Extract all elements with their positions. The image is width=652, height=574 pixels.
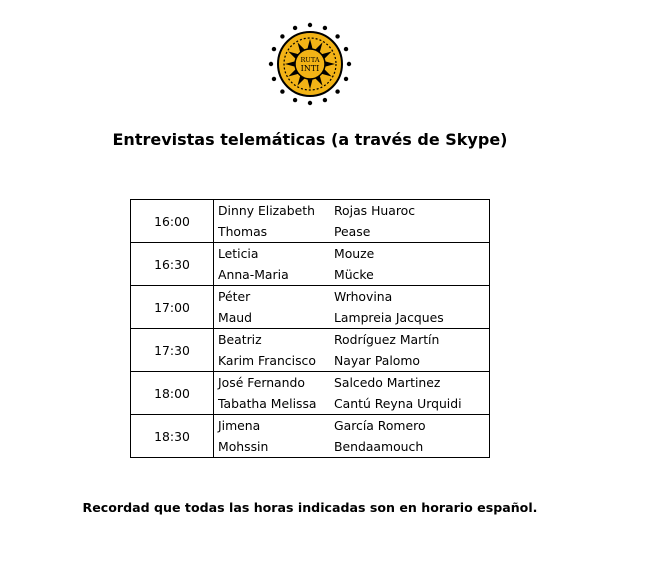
last-name: Cantú Reyna Urquidi — [334, 396, 462, 411]
time-slot: 18:30 — [131, 415, 214, 458]
logo-text-line2: INTI — [300, 64, 320, 73]
last-name: Mouze — [330, 243, 490, 265]
schedule-row — [131, 200, 490, 222]
schedule-row — [131, 329, 490, 351]
first-name: Maud — [218, 310, 253, 325]
schedule-row — [131, 415, 490, 437]
timezone-note: Recordad que todas las horas indicadas son en horario español. — [82, 500, 538, 515]
time-slot: 16:30 — [131, 243, 214, 286]
last-name: Rojas Huaroc — [334, 203, 416, 218]
last-name: Bendaamouch — [334, 439, 424, 454]
first-name: Leticia — [214, 243, 331, 265]
first-name: Dinny Elizabeth — [218, 203, 315, 218]
last-name: Nayar Palomo — [334, 353, 421, 368]
last-name: Salcedo Martinez — [330, 372, 490, 394]
interview-schedule-table — [130, 199, 490, 458]
last-name: Wrhovina — [330, 286, 490, 308]
schedule-row — [131, 243, 490, 265]
first-name: Tabatha Melissa — [218, 396, 317, 411]
last-name: Lampreia Jacques — [334, 310, 444, 325]
first-name: Mohssin — [218, 439, 269, 454]
first-name: Thomas — [218, 224, 268, 239]
last-name: Rodríguez Martín — [330, 329, 490, 351]
logo-text-line1: RUTA — [300, 56, 320, 64]
time-slot: 18:00 — [131, 372, 214, 415]
first-name: Anna-Maria — [218, 267, 289, 282]
last-name: García Romero — [330, 415, 490, 437]
time-slot: 17:30 — [131, 329, 214, 372]
time-slot: 16:00 — [131, 200, 214, 243]
ruta-inti-logo — [266, 20, 354, 108]
first-name: Karim Francisco — [218, 353, 316, 368]
schedule-row — [131, 372, 490, 394]
last-name: Mücke — [334, 267, 374, 282]
first-name: Beatriz — [214, 329, 331, 351]
time-slot: 17:00 — [131, 286, 214, 329]
page-title: Entrevistas telemáticas (a través de Skype) — [112, 130, 508, 149]
first-name: Péter — [214, 286, 331, 308]
schedule-row — [131, 286, 490, 308]
first-name: José Fernando — [214, 372, 331, 394]
last-name: Pease — [334, 224, 371, 239]
first-name: Jimena — [214, 415, 331, 437]
